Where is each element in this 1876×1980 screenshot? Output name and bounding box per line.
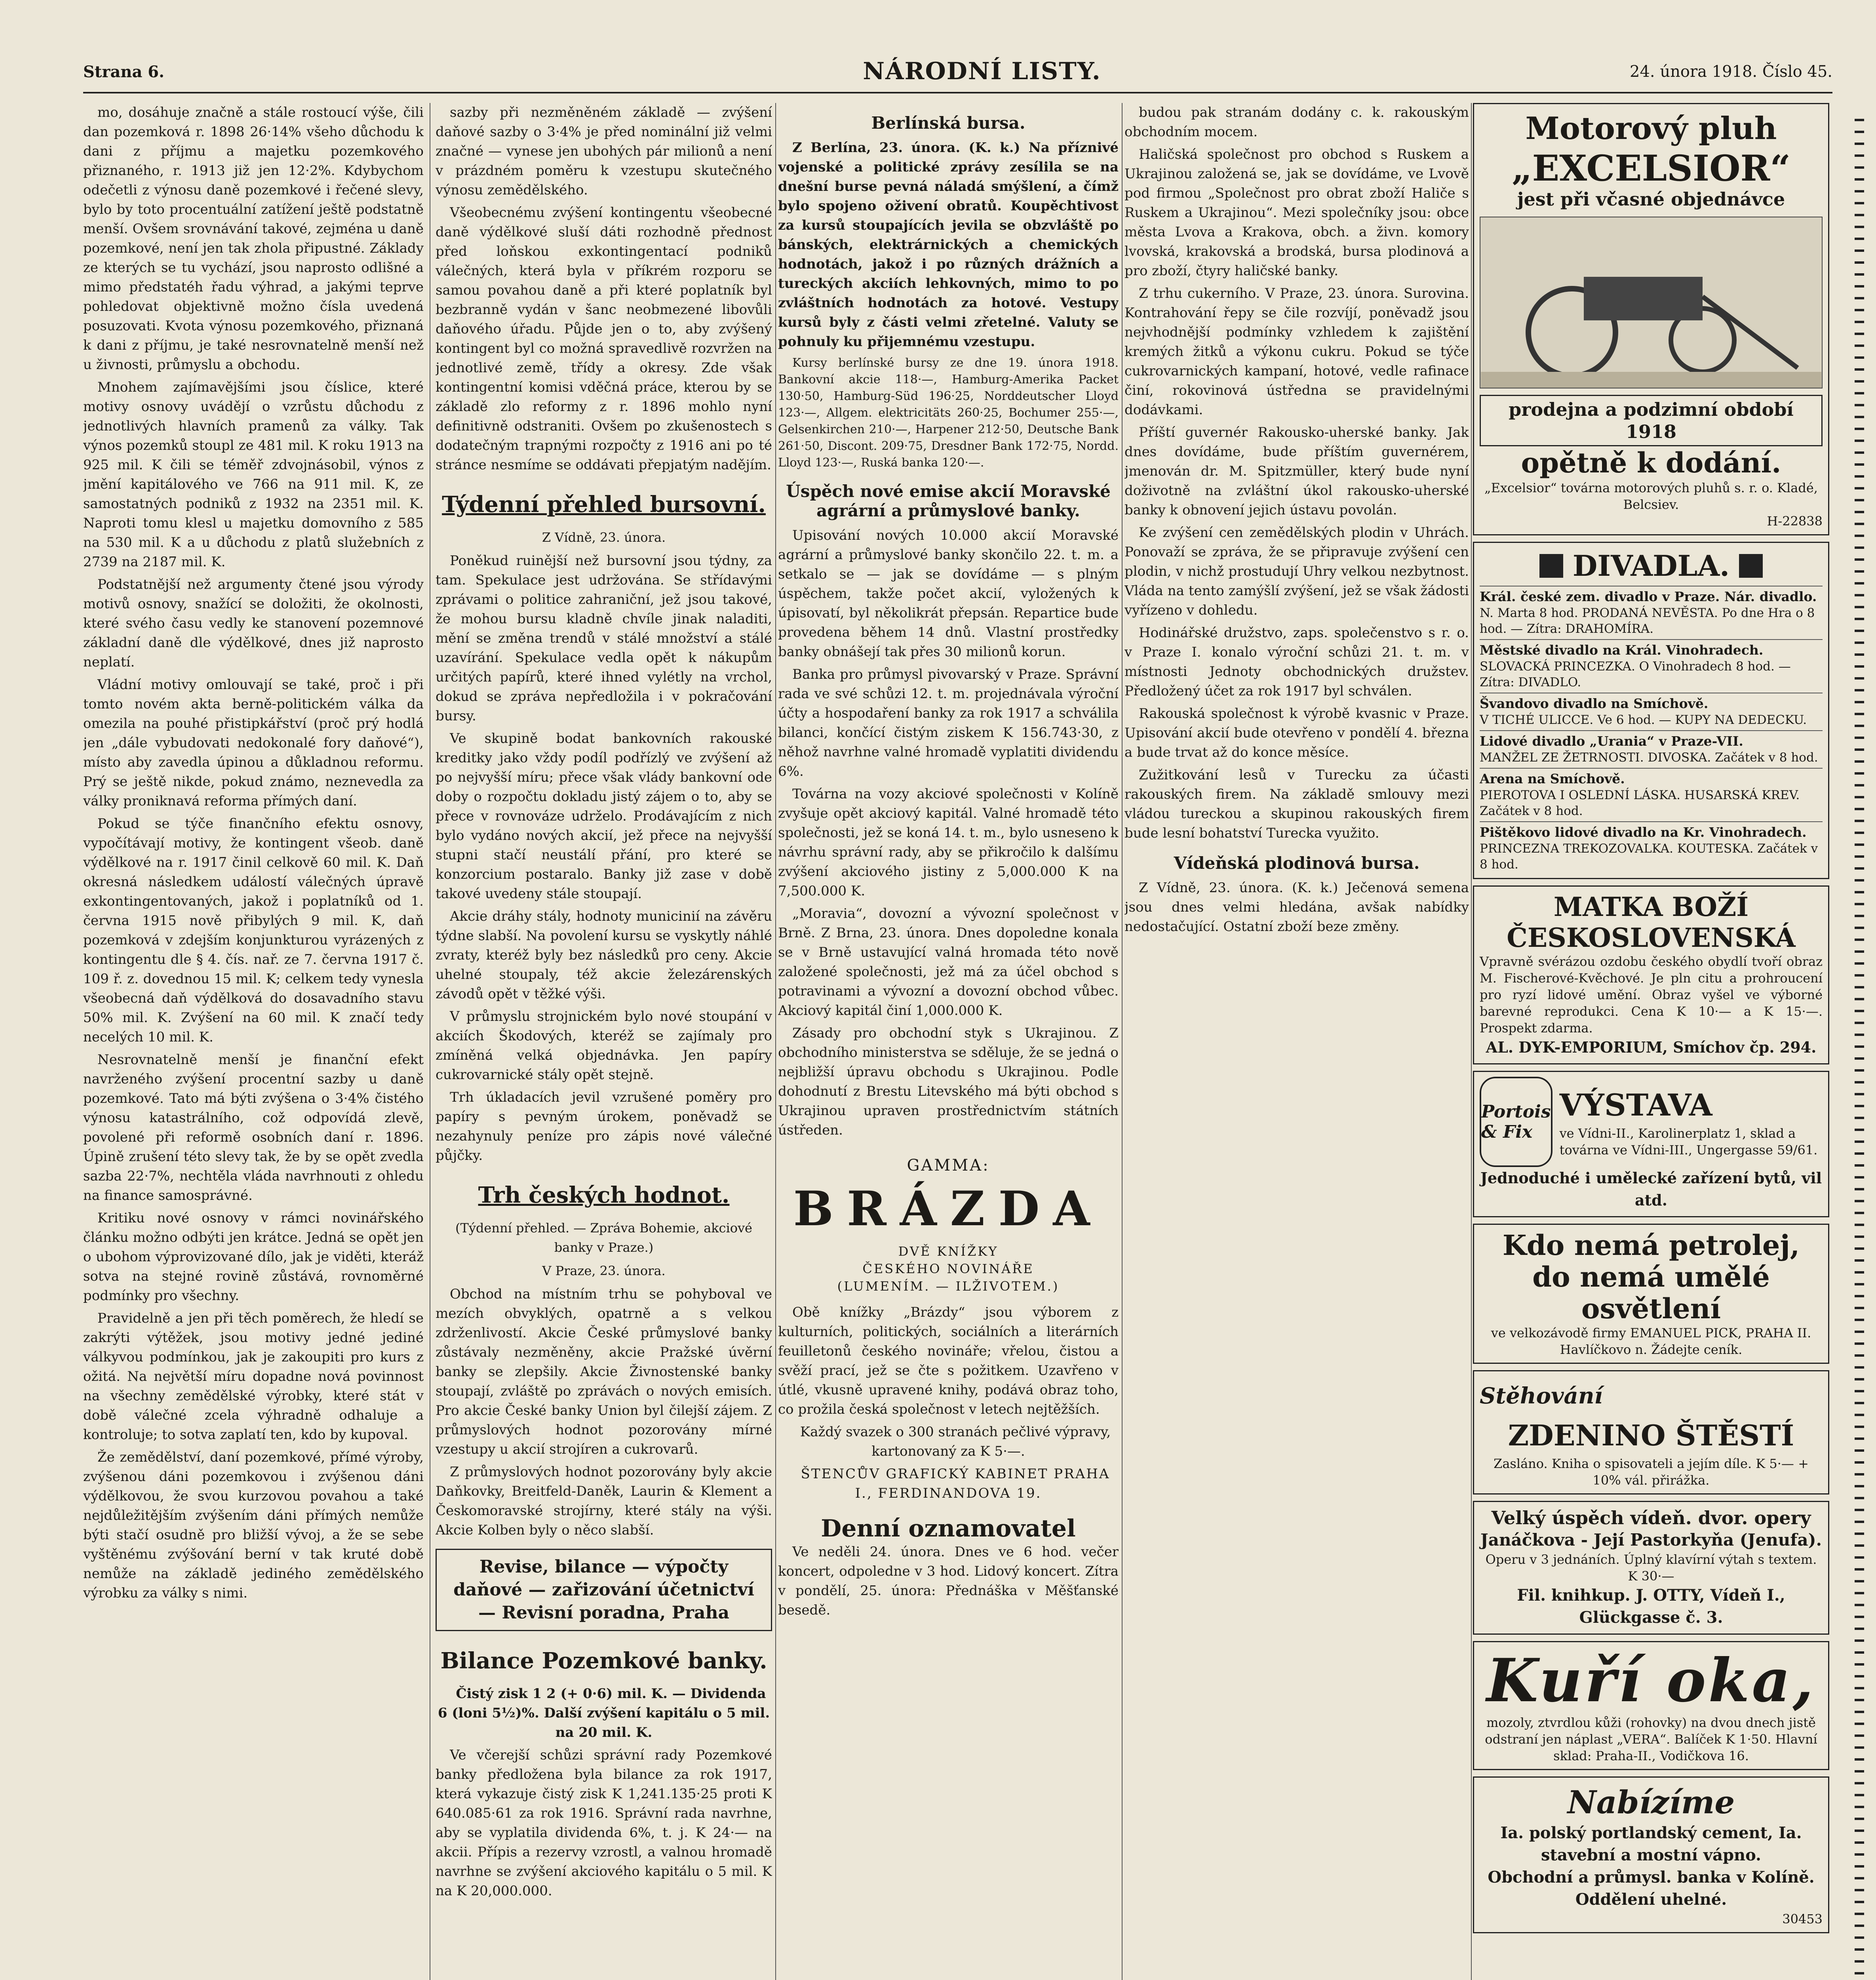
page-edge-barcode — [1855, 119, 1864, 1980]
theatre-name: Arena na Smíchově. — [1480, 771, 1625, 786]
matka-bozi-ad — [1473, 885, 1829, 1064]
theatre-entry — [1480, 586, 1823, 639]
article-paragraph: Rakouská společnost k výrobě kvasnic v Praze. Upisování akcií bude otevřeno v pondělí 4. března a bude trvat až do konce měsíce. — [1124, 706, 1469, 760]
ad-subtitle: Janáčkova - Její Pastorkyňa (Jenufa). — [1480, 1530, 1822, 1550]
article-paragraph: Že zemědělství, daní pozemkové, přímé výroby, zvýšenou dáni pozemkovou i zvýšenou dáni výdělkovou, že svou kurzovou povahou a také nejdůležitějším zvýšením dáni přímých nemůže býti stačí osudně pro bližší vývoj, a že se sebe vyštěnému zvýšování berní v tak kruté době nemůže na základě jediného zemědělského výrobku za války s nimi. — [83, 1449, 424, 1601]
theatre-entry — [1480, 730, 1823, 768]
article-paragraph: Zužitkování lesů v Turecku za účasti rakouských firem. Na základě smlouvy mezi vládou tureckou a skupinou rakouských firem bude lesní bohatství Turecka využito. — [1124, 767, 1469, 841]
article-paragraph: Vládní motivy omlouvají se také, proč i při tomto novém akta berně-politickém válka da omezila na pouhé přistipkářství (proč prý hodlá jen „dále vybudovati nedokonalé fory daňové“), místo aby zavedla úpinou a důkladnou reformu. Prý se ještě nikde, pokud známo, neznevedla za války proniknavá reforma přímých daní. — [83, 677, 424, 809]
article-paragraph: Obchod na místním trhu se pohyboval ve mezích obvyklých, opatrně a s velkou zdrženlivostí. Akcie České průmyslové banky zůstávaly nezměněny, akcie Pražské úvěrní banky se zlepšily. Akcie Živnostenské banky stoupají, zvláště po zprávách o nových emisích. Pro akcie České banky Union byl čilejší zájem. Z průmyslových hodnot pozorovány mírné vzestupy u akcií strojíren a cukrovarů. — [436, 1286, 772, 1457]
brazda-book-ad — [778, 1156, 1119, 1295]
book-title: BRÁZDA — [793, 1181, 1104, 1237]
article-paragraph: Obě knížky „Brázdy“ jsou výborem z kulturních, politických, sociálních a literárních feuilletonů českého novináře; vřelou, čistou a svěží prací, jež se čte s požitkem. Uzavřeno v útlé, vkusně upravené knihy, podává obraz toho, co prožila česká společnost v letech nejtěžších. — [778, 1304, 1119, 1417]
ad-text: Ia. polský portlandský cement, Ia. stavební a mostní vápno. — [1500, 1824, 1802, 1864]
section-heading: Vídeňská plodinová bursa. — [1174, 853, 1420, 873]
ad-text: ve Vídni-II., Karolinerplatz 1, sklad a továrna ve Vídni-III., Ungergasse 59/61. — [1559, 1126, 1818, 1158]
article-paragraph: Upisování nových 10.000 akcií Moravské agrární a průmyslové banky skončilo 22. t. m. a setkalo se — jak se dovídáme — s plným úspěchem, takže počet akcií, vyložených k úpisovatí, byl několikrát přepsán. Repartice bude provedena během 14 dnů. Vlastní prostředky banky obnášejí tak přes 30 milionů korun. — [778, 527, 1119, 660]
divadla-header — [1480, 546, 1823, 586]
opera-ad — [1473, 1501, 1829, 1635]
column-3 — [778, 103, 1119, 1980]
article-paragraph: Pravidelně a jen při těch poměrech, že hledí se zakrýti výtěžek, jsou motivy jedné jediné válkyvou podmínkou, jak je zakoupiti pro kurs z ožitá. Na největší míru dopadne nová povinnost na všechny zemědělské výrobky, které stát v době válečné zcela výhradně odhaluje a kontroluje; to sotva zaplatí ten, kdo by kupoval. — [83, 1310, 424, 1443]
ad-footer: AL. DYK-EMPORIUM, Smíchov čp. 294. — [1486, 1038, 1817, 1056]
theatre-program: V TICHÉ ULICCE. Ve 6 hod. — KUPY NA DEDECKU. — [1480, 713, 1807, 727]
theatre-program: MANŽEL ZE ŽETRNOSTI. DIVOSKA. Začátek v 8 hod. — [1480, 750, 1818, 765]
column-divider — [775, 103, 776, 1980]
book-subtitle: DVĚ KNÍŽKY — [898, 1244, 999, 1259]
article-paragraph: Zásady pro obchodní styk s Ukrajinou. Z obchodního ministerstva se sděluje, že se jedná o nejbližší úpravu obchodu s Ukrajinou. Podle dohodnutí z Brestu Litevského má býti obchod s Ukrajinou upraven prostřednictvím státních ústředen. — [778, 1025, 1119, 1138]
article-paragraph: Všeobecnému zvýšení kontingentu všeobecné daně výdělkové sluší dáti rozhodně přednost před loňskou exkontingentací podniků válečných, která byla v příkrém rozporu se samou povahou daně a při které poplatník byl bezbranně vydán v šanc neobmezené libovůli daňového úřadu. Půjde jen o to, aby zvýšený kontingent byl co možná spravedlivě rozvržen na jednotlivé země, třídy a okresy. Zde však kontingentní komisi vděčná práce, kterou by se základě zlo reformy z r. 1896 mohlo nyní definitivně odstraniti. Ovšem po zkušenostech s dodatečným trapnými rozpočty z 1916 ani po té stránce nesmíme se oddávati přepjatým nadějím. — [436, 205, 772, 473]
article-paragraph: V průmyslu strojnickém bylo nové stoupání v akciích Škodových, kteréž se zajímaly pro zmíněná velká objednávka. Jen papíry cukrovarnické stály opět stejně. — [436, 1009, 772, 1083]
ad-text: Operu v 3 jednáních. Úplný klavírní výtah s textem. K 30·— — [1485, 1552, 1817, 1584]
column-divider — [1471, 103, 1472, 1980]
dateline: Z Vídně, 23. února. — [542, 530, 666, 545]
ad-footer: „Excelsior“ továrna motorových pluhů s. r. o. Kladé, Belcsiev. — [1484, 480, 1818, 512]
theatre-entry — [1480, 821, 1823, 875]
ad-title: VÝSTAVA — [1559, 1087, 1712, 1123]
dateline: V Praze, 23. února. — [542, 1263, 666, 1278]
ad-price: Každý svazek o 300 stranách pečlivé výpravy, kartonovaný za K 5·—. — [800, 1424, 1111, 1459]
book-subtitle: (LUMENÍM. — ILŽIVOTEM.) — [837, 1279, 1060, 1294]
zdenino-stesti-ad — [1473, 1370, 1829, 1495]
theatre-name: Švandovo divadlo na Smíchově. — [1480, 696, 1709, 711]
theatre-program: SLOVACKÁ PRINCEZKA. O Vinohradech 8 hod. — Zítra: DIVADLO. — [1480, 659, 1791, 689]
theatre-entry — [1480, 768, 1823, 821]
decorative-square-icon — [1739, 554, 1763, 578]
portois-info — [1560, 1085, 1823, 1158]
ad-code: 30453 — [1782, 1911, 1823, 1927]
article-paragraph: Podstatnější než argumenty čtené jsou výrody motivů osnovy, snažící se doložiti, že okolnosti, které svého času vedly ke stanovení pozemnové základní daně dle výdělkové, dnes již naprosto neplatí. — [83, 577, 424, 670]
header-rule — [83, 92, 1832, 93]
ad-title: Kdo nemá petrolej, do nemá umělé osvětlení — [1502, 1229, 1800, 1325]
portois-row — [1480, 1077, 1823, 1167]
motor-plough-ad — [1473, 103, 1829, 535]
section-heading: Berlínská bursa. — [871, 113, 1026, 133]
article-paragraph: Trh úkladacích jevil vzrušené poměry pro papíry s pevným úrokem, poněvadž se nezahynuly peníze pro zápis nové válečné půjčky. — [436, 1089, 772, 1163]
article-paragraph: „Moravia“, dovozní a vývozní společnost v Brně. Z Brna, 23. února. Dnes dopoledne konala se v Brně ustavující valná hromada této nově založené společnosti, jež má za účel obchod s potravinami a vývozní a dovozní obchod vůbec. Akciový kapitál činí 1,000.000 K. — [778, 906, 1119, 1019]
decorative-square-icon — [1539, 554, 1563, 578]
tractor-icon — [1480, 217, 1822, 388]
section-heading: Bilance Pozemkové banky. — [440, 1648, 767, 1674]
divadla-title: DIVADLA. — [1572, 549, 1730, 583]
ad-text: Zasláno. Kniha o spisovateli a jejím díle. K 5·— + 10% vál. přirážka. — [1494, 1456, 1809, 1488]
article-paragraph: Ve neděli 24. února. Dnes ve 6 hod. večer koncert, odpoledne v 3 hod. Lidový koncert. Zítra v pondělí, 25. února: Přednáška v Měšťanské besedě. — [778, 1544, 1119, 1618]
article-paragraph: Pokud se týče finančního efektu osnovy, vypočítávají motivy, že kontingent všeob. daně výdělkové na r. 1917 činil celkově 60 mil. K. Daň okresná následkem událostí válečných úpravě exkontingentovaných, jakož i poplatníků od 1. června 1915 nově přibylých 9 mil. K, daň pozemková v zdejším konjunkturou vyrázených z kontingentu dle § 4. čís. nař. ze 7. června 1917 č. 109 ř. z. dovednou 15 mil. K; celkem tedy vynesla všeobecná daň výdělková do dosavadního stavu 50% mil. K. Zvýšení na 60 mil. K značí tedy necelých 10 mil. K. — [83, 816, 424, 1045]
stehovani-label: Stěhování — [1480, 1383, 1603, 1409]
revise-ad — [436, 1549, 772, 1631]
ad-text: Vpravně svérázou ozdobu českého obydlí tvoří obraz M. Fischerové-Kvěchové. Je pln citu a prohroucení pro ryzí lidové umění. Obraz vyšel ve výborné barevné reprodukci. Cena K 10·— a K 15·—. Prospekt zdarma. — [1480, 954, 1823, 1036]
ad-title: Kuří oka, — [1486, 1646, 1816, 1715]
section-heading: Trh českých hodnot. — [478, 1182, 730, 1208]
section-heading: Úspěch nové emise akcií Moravské agrární a průmyslové banky. — [786, 482, 1111, 520]
article-paragraph: Mnohem zajímavějšími jsou číslice, které motivy osnovy uvádějí o vzrůstu důchodu z jednotlivých hlavních pramenů za války. Tak výnos pozemků stoupl ze 481 mil. K roku 1913 na 925 mil. K čili se téměř zdvojnásobil, výnos z jmění kapitálového ve 766 na 911 mil. K, ze samostatných podniků z 1932 na 2351 mil. K. Naproti tomu klesl u majetku domovního z 585 na 530 mil. K a u důchodu z platů služebních z 2739 na 2187 mil. K. — [83, 379, 424, 570]
column-divider — [1122, 103, 1123, 1980]
article-paragraph: Hodinářské družstvo, zaps. společenstvo s r. o. v Praze I. konalo výroční schůzi 21. t. m. v místnosti Jednoty obchodnických družstev. Předložený účet za rok 1917 byl schválen. — [1124, 625, 1469, 699]
article-paragraph: Z Berlína, 23. února. (K. k.) Na příznivé vojenské a politické zprávy zesílila se na dnešní burse pevná náladá smýšlení, a čímž bylo spojeno oživení obratů. Koupěchtivost za kursů stoupajících jevila se obzvláště po bánských, elektrárnických a chemických hodnotách, jakož i po různých drážních a tureckých akciích lehkovných, mimo to po zvláštních hodnotách za hotové. Vestupy kursů byly z části velmi zřetelné. Valuty se pohnuly ku přijemnému vzestupu. — [778, 140, 1119, 350]
issue-date: 24. února 1918. Číslo 45. — [1630, 63, 1832, 81]
article-paragraph: sazby při nezměněném základě — zvýšení daňové sazby o 3·4% je před nominální již velmi značné — vynese jen ubohých pár milionů a není v prázdném poměru k vzestupu skutečného výnosu zemědělského. — [436, 105, 772, 198]
ad-subtitle: jest při včasné objednávce — [1517, 188, 1785, 210]
cement-ad — [1473, 1776, 1829, 1933]
theatre-name: Městské divadlo na Král. Vinohradech. — [1480, 642, 1764, 658]
ad-offer-emphasis: opětně k dodání. — [1521, 446, 1781, 479]
article-paragraph: Továrna na vozy akciové společnosti v Kolíně zvyšuje opět akciový kapitál. Valné hromadě této společnosti, jež se koná 14. t. m., bylo usneseno k návrhu správní rady, aby se přikročilo k dalšímu zvýšení akciového jistiny z 5,000.000 K na 7,500.000 K. — [778, 786, 1119, 899]
article-paragraph: Ve včerejší schůzi správní rady Pozemkové banky předložena byla bilance za rok 1917, která vykazuje čistý zisk K 1,241.135·25 proti K 640.085·61 za rok 1916. Správní rada navrhne, aby se vyplatila dividenda 6%, t. j. K 24·— na akcii. Přípis a rezervy vzrostl, a valnou hromadě navrhne se zvýšení akciového kapitálu o 5 mil. K na K 20,000.000. — [436, 1747, 772, 1899]
article-paragraph: Kursy berlínské bursy ze dne 19. února 1918. Bankovní akcie 118·—, Hamburg-Amerika Packet 130·50, Hamburg-Süd 196·25, Norddeutscher Lloyd 123·—, Allgem. elektricitäts 260·25, Bochumer 255·—, Gelsenkirchen 210·—, Harpener 212·50, Deutsche Bank 261·50, Discont. 209·75, Dresdner Bank 172·75, Nordd. Lloyd 123·—, Ruská banka 120·—. — [778, 356, 1119, 470]
article-paragraph: Ke zvýšení cen zemědělských plodin v Uhrách. Ponovaží se zpráva, že se připravuje zvýšení cen plodin, v nichž prostudují Uhry velkou nezbytnost. Vláda na tento zamýšlí zvýšení, jež se však žádosti vyřízeno v dohledu. — [1124, 525, 1469, 618]
article-paragraph: Banka pro průmysl pivovarský v Praze. Správní rada ve své schůzi 12. t. m. projednávala výroční účty a hospodaření banky za rok 1917 a schválila bilanci, končící čistým ziskem K 156.743·30, z něhož navrhne valné hromadě vyplatiti dividendu 6%. — [778, 666, 1119, 779]
column-1 — [83, 103, 424, 1980]
ad-title: Velký úspěch vídeň. dvor. opery — [1491, 1507, 1811, 1529]
theatre-program: PIEROTOVA I OSLEDNÍ LÁSKA. HUSARSKÁ KREV. Začátek v 8 hod. — [1480, 788, 1800, 818]
ad-footer: Fil. knihkup. J. OTTY, Vídeň I., Glückgasse č. 3. — [1517, 1586, 1785, 1627]
publisher: ŠTENCŮV GRAFICKÝ KABINET PRAHA I., FERDINANDOVA 19. — [801, 1466, 1110, 1501]
article-paragraph: Z průmyslových hodnot pozorovány byly akcie Daňkovky, Breitfeld-Daněk, Laurin & Klement a Českomoravské strojírny, které stály na výši. Akcie Kolben byly o něco slabší. — [436, 1464, 772, 1538]
article-paragraph: Poněkud ruinější než bursovní jsou týdny, za tam. Spekulace jest udržována. Se střídavými zprávami o politice zahraniční, jež jsou takové, že mohou bursu kladně chvíle jinak naladiti, mění se změna trendů v stálé množství a stálé uzavírání. Spekulace vedla opět k nákupům určitých papírů, které ihned vylétly na vrchol, dokud se zpráva nepředložila i v pokračování bursy. — [436, 553, 772, 724]
article-paragraph: Ve skupině bodat bankovních rakouské kreditky jako vždy podíl podřízlý ve zvýšení až po nejvyšší míru; přece však vlády bankovní ode doby o rozpočtu dokladu jistý zájem o to, aby se přece v rovnováze udrželo. Prodávajícím z nich bylo vydáno nových akcií, jež přece na nejvyšší stupni stačí neustálí přání, pro které se konzorcium postaralo. Banky již zase v době takové uvedeny stále stoupají. — [436, 731, 772, 902]
theatre-entry — [1480, 693, 1823, 730]
article-paragraph: budou pak stranám dodány c. k. rakouským obchodním mocem. — [1124, 105, 1469, 140]
corn-plaster-ad — [1473, 1641, 1829, 1770]
article-subheading: Čistý zisk 1 2 (+ 0·6) mil. K. — Dividenda 6 (loni 5½)%. Další zvýšení kapitálu o 5 mil. na 20 mil. K. — [438, 1686, 770, 1740]
page-number: Strana 6. — [83, 63, 165, 81]
ad-subtitle: Jednoduché i umělecké zařízení bytů, vil atd. — [1480, 1169, 1822, 1209]
ad-text: Revise, bilance — výpočty daňové — zařizování účetnictví — Revisní poradna, Praha — [453, 1557, 754, 1623]
article-paragraph: Akcie dráhy stály, hodnoty municinií na závěru týdne slabší. Na povolení kursu se vyskytly náhlé zvraty, kteréž byly bez následků pro ceny. Akcie uhelné stoupaly, též akcie železárenských závodů opět v těžké výši. — [436, 908, 772, 1002]
ad-brand: „EXCELSIOR“ — [1511, 147, 1791, 189]
theatre-program: PRINCEZNA TREKOZOVALKA. KOUTESKA. Začátek v 8 hod. — [1480, 842, 1818, 872]
section-heading: Denní oznamovatel — [821, 1515, 1076, 1542]
ad-text: mozoly, ztvrdlou kůži (rohovky) na dvou dnech jistě odstraní jen náplast „VERA“. Balíček K 1·50. Hlavní sklad: Praha-II., Vodičkova 16. — [1485, 1715, 1817, 1763]
theatre-program: N. Marta 8 hod. PRODANÁ NEVĚSTA. Po dne Hra o 8 hod. — Zítra: DRAHOMÍRA. — [1480, 606, 1815, 636]
portois-fix-ad — [1473, 1071, 1829, 1217]
theatre-name: Lidové divadlo „Urania“ v Praze-VII. — [1480, 733, 1743, 749]
article-paragraph: Z Vídně, 23. února. (K. k.) Ječenová semena jsou dnes velmi hledána, avšak nabídky nedostačující. Ostatní zboží beze změny. — [1124, 880, 1469, 935]
article-paragraph: Z trhu cukerního. V Praze, 23. února. Surovina. Kontrahování řepy se čile rozvíjí, poněvadž jsou nejvhodnější podmínky vzhledem k zajištění kremých žitků a výkonu cukru. Pokud se týče cukrovarnických kampaní, hotové, vedle rafinace činí, rokovinová ústředna se pravidelnými dodávkami. — [1124, 286, 1469, 418]
ad-text: ve velkozávodě firmy EMANUEL PICK, PRAHA II. Havlíčkovo n. Žádejte ceník. — [1491, 1325, 1811, 1357]
book-subtitle: ČESKÉHO NOVINÁŘE — [862, 1261, 1034, 1276]
ads-column — [1473, 103, 1829, 1980]
theatre-name: Pištěkovo lidové divadlo na Kr. Vinohradech. — [1480, 824, 1807, 840]
theatre-name: Král. české zem. divadlo v Praze. Nár. divadlo. — [1480, 589, 1817, 604]
article-paragraph: Kritiku nové osnovy v rámci novinářského článku možno odbýti jen krátce. Jedná se opět jen o ubohom výprovizované dílo, jak je viděti, kteráž sotva na stejné rovině zůstává, rovnoměrné podmínky pro všechny. — [83, 1210, 424, 1304]
tractor-illustration — [1480, 217, 1823, 388]
theatres-listing — [1473, 542, 1829, 879]
article-paragraph: Haličská společnost pro obchod s Ruskem a Ukrajinou založená se, jak se dovídáme, ve Lvově pod firmou „Společnost pro obrat zboží Haliče s Ruskem a Ukrajinou“. Mezi společníky jsou: obce města Lvova a Krakova, obch. a živn. komory lvovská, krakovská a brodská, bursa plodinová a pro zboží, čtyry haličské banky. — [1124, 147, 1469, 279]
theatre-entry — [1480, 639, 1823, 693]
ad-footer: Obchodní a průmysl. banka v Kolíně. Oddělení uhelné. — [1488, 1868, 1815, 1909]
article-paragraph: mo, dosáhuje značně a stále rostoucí výše, čili dan pozemková r. 1898 26·14% všeho důchodu k dani z příjmu a majetku pozemkového přiznaného, r. 1913 již jen 12·2%. Kdybychom odečetli z výnosu daně pozemkové i řečené slevy, bylo by toto procentuální zatížení ještě podstatně menší. Ovšem srovnávání takové, zejména u daně pozemkové, není jen tak zhola připustné. Základy ze kterých se tu vychází, jsou naprosto odlišné a mimo předstatéh řadu výhrad, a jakými teprve pohledovat objektivně možno čísla uvedená posuzovati. Kvota výnosu pozemkového, přiznaná k dani z příjmu, je také nesrovnatelně menší než u živnosti, průmyslu a obchodu. — [83, 105, 424, 373]
ad-title: MATKA BOŽÍ ČESKOSLOVENSKÁ — [1507, 891, 1796, 953]
article-paragraph: Nesrovnatelně menší je finanční efekt navrženého zvýšení procentní sazby u daně pozemkové. Tato má býti zvýšena o 3·4% čistého výnosu katastrálního, což odpovídá zlevě, povolené při reformě osobních daní r. 1896. Úpině zrušení této slevy tak, že by se opět zvedla sazba 22·7%, nechtěla vláda navrhnouti z ohledu na finance samosprávné. — [83, 1052, 424, 1203]
column-4 — [1124, 103, 1469, 1980]
author-label: GAMMA: — [907, 1156, 990, 1175]
section-heading: Týdenní přehled bursovní. — [442, 491, 766, 518]
article-paragraph: Příští guvernér Rakousko-uherské banky. Jak dnes dovídáme, bude příštím guvernérem, jmenován dr. M. Spitzmüller, který bude nyní doživotně na zvláštní úkol rakousko-uherské banky k obnovení jejich ústavu povolán. — [1124, 425, 1469, 518]
ad-code: H-22838 — [1767, 514, 1823, 529]
ad-offer: prodejna a podzimní období 1918 — [1480, 395, 1823, 446]
ad-title: Nabízíme — [1567, 1784, 1735, 1821]
newspaper-title: NÁRODNÍ LISTY. — [863, 57, 1101, 85]
portois-logo: Portois & Fix — [1480, 1077, 1553, 1167]
byline: (Týdenní přehled. — Zpráva Bohemie, akciové banky v Praze.) — [455, 1220, 752, 1255]
ad-title: Motorový pluh — [1525, 110, 1777, 147]
column-2 — [436, 103, 772, 1980]
ad-title: ZDENINO ŠTĚSTÍ — [1508, 1418, 1794, 1452]
petrol-lamp-ad — [1473, 1224, 1829, 1364]
